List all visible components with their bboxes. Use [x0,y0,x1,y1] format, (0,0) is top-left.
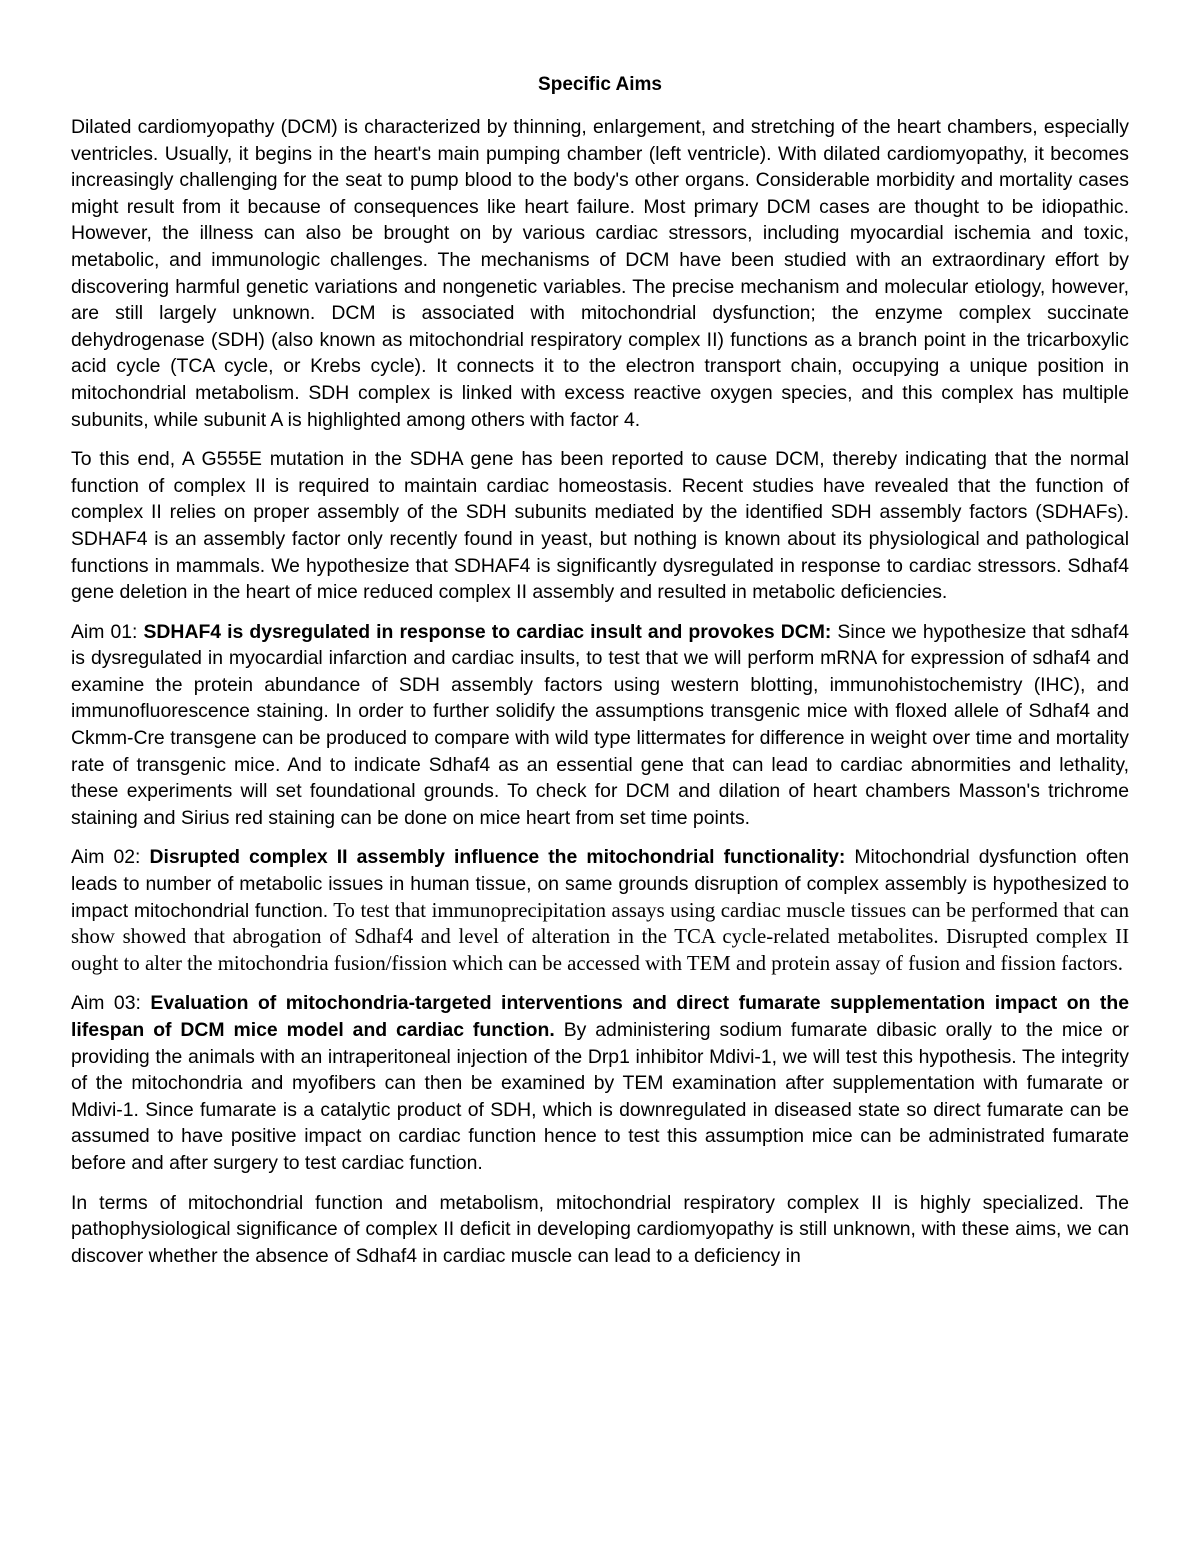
aim-1-paragraph [71,619,1129,832]
intro-paragraph: Dilated cardiomyopathy (DCM) is characterized by thinning, enlargement, and stretching of the heart chambers, especially ventricles. Usually, it begins in the heart's main pumping chamber (left ventricle). With dilated cardiomyopathy, it becomes increasingly challenging for the seat to pump blood to the body's other organs. Considerable morbidity and mortality cases might result from it because of consequences like heart failure. Most primary DCM cases are thought to be idiopathic. However, the illness can also be brought on by various cardiac stressors, including myocardial ischemia and toxic, metabolic, and immunologic challenges. The mechanisms of DCM have been studied with an extraordinary effort by discovering harmful genetic variations and nongenetic variables. The precise mechanism and molecular etiology, however, are still largely unknown. DCM is associated with mitochondrial dysfunction; the enzyme complex succinate dehydrogenase (SDH) (also known as mitochondrial respiratory complex II) functions as a branch point in the tricarboxylic acid cycle (TCA cycle, or Krebs cycle). It connects it to the electron transport chain, occupying a unique position in mitochondrial metabolism. SDH complex is linked with excess reactive oxygen species, and this complex has multiple subunits, while subunit A is highlighted among others with factor 4. [71,116,1129,431]
aim-2-body: Mitochondrial dysfunction often leads to number of metabolic issues in human tissue, on same grounds disruption of complex assembly is hypothesized to impact mitochondrial function. [71,846,1130,922]
aim-2-title: Disrupted complex II assembly influence the mitochondrial functionality: [149,846,846,869]
document-page [71,72,1129,1270]
aim-3-paragraph [71,990,1129,1176]
aim-3-title: Evaluation of mitochondria-targeted interventions and direct fumarate supplementation impact on the lifespan of DCM mice model and cardiac function. [71,992,1129,1041]
page-title: Specific Aims [538,74,662,95]
aim-3-body: By administering sodium fumarate dibasic orally to the mice or providing the animals with an intraperitoneal injection of the Drp1 inhibitor Mdivi-1, we will test this hypothesis. The integrity of the mitochondria and myofibers can then be examined by TEM examination after supplementation with fumarate or Mdivi-1. Since fumarate is a catalytic product of SDH, which is downregulated in diseased state so direct fumarate can be assumed to have positive impact on cardiac function hence to test this assumption mice can be administrated fumarate before and after surgery to test cardiac function. [71,1019,1130,1174]
aim-2-label: Aim 02: [71,846,150,869]
hypothesis-paragraph: To this end, A G555E mutation in the SDHA gene has been reported to cause DCM, thereby indicating that the normal function of complex II is required to maintain cardiac homeostasis. Recent studies have revealed that the function of complex II relies on proper assembly of the SDH subunits mediated by the identified SDH assembly factors (SDHAFs). SDHAF4 is an assembly factor only recently found in yeast, but nothing is known about its physiological and pathological functions in mammals. We hypothesize that SDHAF4 is significantly dysregulated in response to cardiac stressors. Sdhaf4 gene deletion in the heart of mice reduced complex II assembly and resulted in metabolic deficiencies. [71,448,1129,604]
aim-1-body: Since we hypothesize that sdhaf4 is dysregulated in myocardial infarction and cardiac insults, to test that we will perform mRNA for expression of sdhaf4 and examine the protein abundance of SDH assembly factors using western blotting, immunohistochemistry (IHC), and immunofluorescence staining. In order to further solidify the assumptions transgenic mice with floxed allele of Sdhaf4 and Ckmm-Cre transgene can be produced to compare with wild type littermates for difference in weight over time and mortality rate of transgenic mice. And to indicate Sdhaf4 as an essential gene that can lead to cardiac abnormities and lethality, these experiments will set foundational grounds. To check for DCM and dilation of heart chambers Masson's trichrome staining and Sirius red staining can be done on mice heart from set time points. [71,620,1130,829]
aim-3-label: Aim 03: [71,992,151,1015]
closing-paragraph: In terms of mitochondrial function and metabolism, mitochondrial respiratory complex II is highly specialized. The pathophysiological significance of complex II deficit in developing cardiomyopathy is still unknown, with these aims, we can discover whether the absence of Sdhaf4 in cardiac muscle can lead to a deficiency in [71,1191,1129,1267]
aim-2-paragraph [71,844,1129,977]
aim-2-body-serif: To test that immunoprecipitation assays using cardiac muscle tissues can be performed that can show showed that abrogation of Sdhaf4 and level of alteration in the TCA cycle-related metabolites. Disrupted complex II ought to alter the mitochondria fusion/fission which can be accessed with TEM and protein assay of fusion and fission factors. [71,898,1129,975]
aim-1-label: Aim 01: [71,620,144,643]
aim-1-title: SDHAF4 is dysregulated in response to cardiac insult and provokes DCM: [143,620,832,643]
